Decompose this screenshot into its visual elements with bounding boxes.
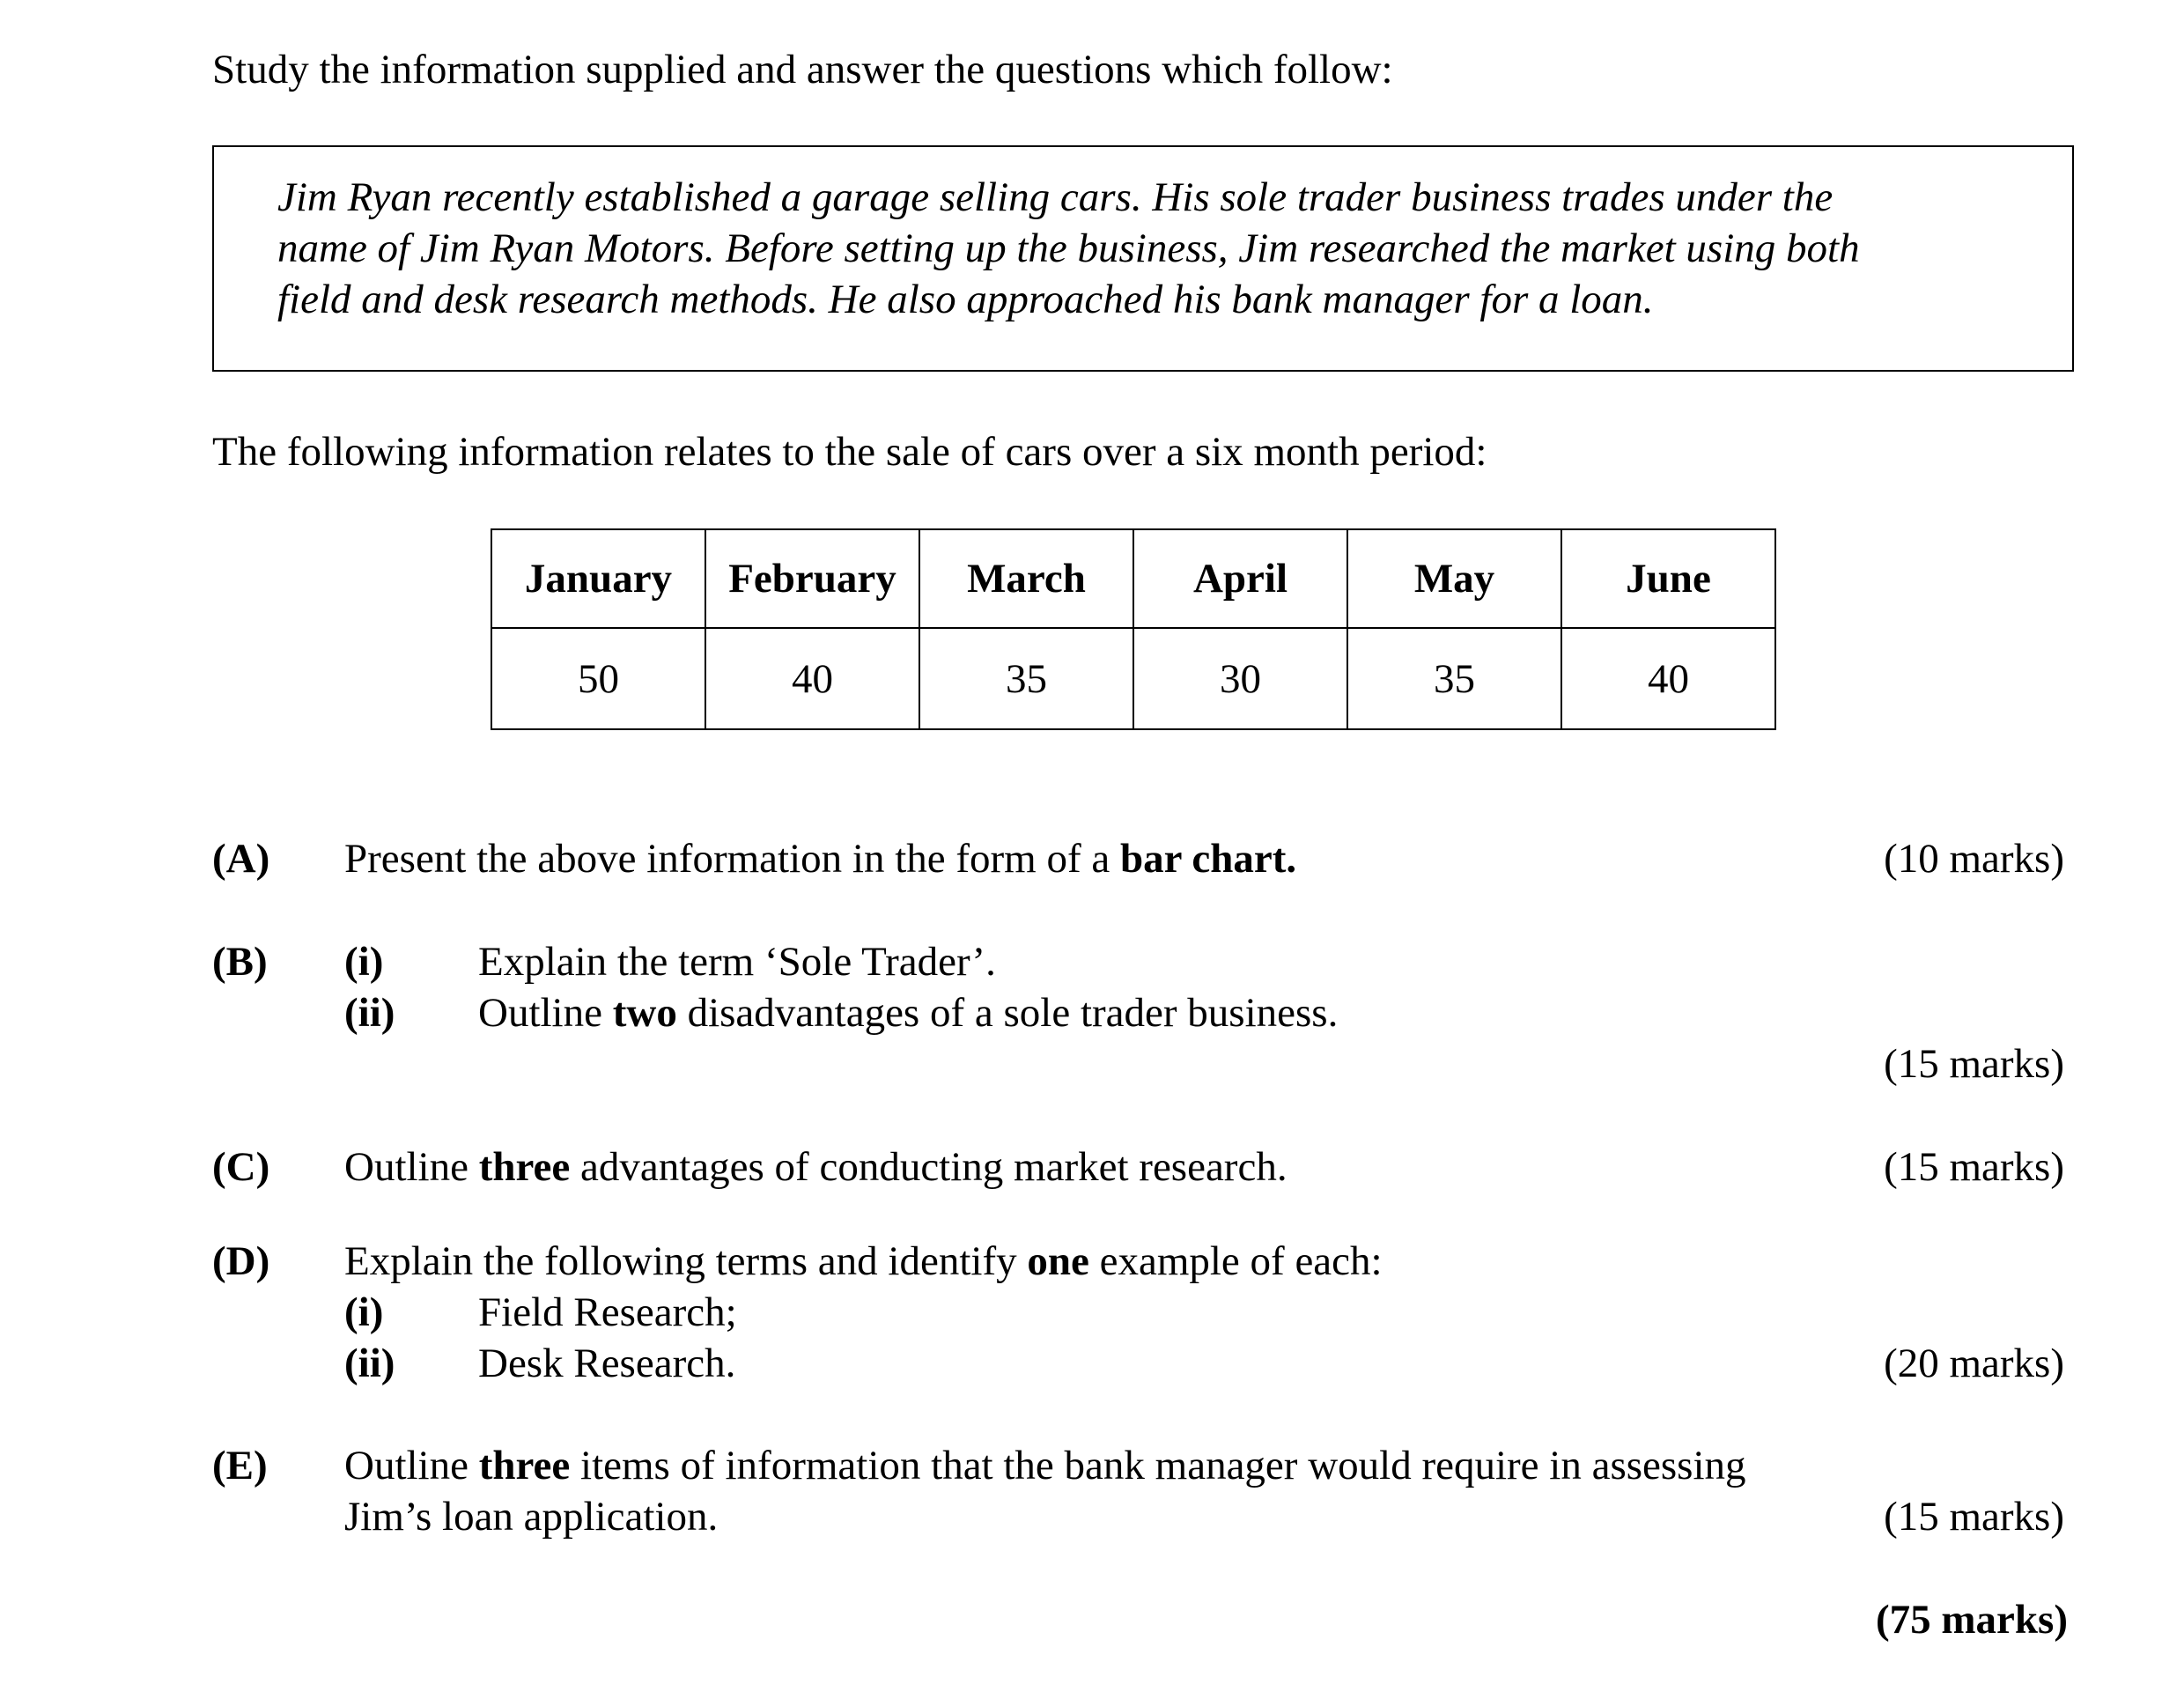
question-a-text (344, 833, 1296, 884)
question-b-ii-bold: two (612, 990, 677, 1036)
question-b-i-text: Explain the term ‘Sole Trader’. (478, 939, 996, 985)
question-e-text (344, 1440, 1746, 1491)
question-c-text-post: advantages of conducting market research. (570, 1144, 1288, 1190)
question-a-label: (A) (212, 836, 270, 882)
question-d-ii-label: (ii) (344, 1341, 395, 1386)
question-c-marks: (15 marks) (1884, 1144, 2064, 1190)
scenario-box (212, 145, 2074, 372)
question-b-ii-text (478, 987, 1338, 1038)
question-b-i-label: (i) (344, 939, 384, 985)
question-e-text-line-2: Jim’s loan application. (344, 1494, 719, 1540)
table-intro-text: The following information relates to the sale of cars over a six month period: (212, 429, 1487, 475)
question-b-ii-post: disadvantages of a sole trader business. (676, 990, 1339, 1036)
table-header-cell: February (705, 529, 919, 628)
table-cell: 40 (1561, 628, 1775, 729)
scenario-line-2: name of Jim Ryan Motors. Before setting up the business, Jim researched the market using both (277, 225, 1860, 271)
question-a-text-pre: Present the above information in the form of a (344, 836, 1120, 882)
table-header-cell: March (919, 529, 1133, 628)
table-cell: 50 (491, 628, 705, 729)
question-e-text-post: items of information that the bank manager would require in assessing (570, 1443, 1746, 1488)
table-row (491, 628, 1775, 729)
question-d-text-pre: Explain the following terms and identify (344, 1238, 1028, 1284)
question-c-text-bold: three (478, 1144, 571, 1190)
question-a-text-bold: bar chart. (1120, 836, 1297, 882)
question-d-marks: (20 marks) (1884, 1341, 2064, 1386)
car-sales-table (491, 528, 1776, 730)
question-d-label: (D) (212, 1238, 270, 1284)
intro-text: Study the information supplied and answer the questions which follow: (212, 47, 1393, 92)
question-d-i-text: Field Research; (478, 1289, 737, 1335)
table-cell: 30 (1133, 628, 1347, 729)
table-header-cell: June (1561, 529, 1775, 628)
question-d-text-post: example of each: (1088, 1238, 1383, 1284)
question-e-label: (E) (212, 1443, 268, 1488)
question-b-label: (B) (212, 939, 268, 985)
question-b-ii-label: (ii) (344, 990, 395, 1036)
table-cell: 35 (919, 628, 1133, 729)
table-header-cell: January (491, 529, 705, 628)
question-e-text-bold: three (478, 1443, 571, 1488)
question-d-text (344, 1236, 1383, 1287)
question-c-text-pre: Outline (344, 1144, 479, 1190)
question-a-marks: (10 marks) (1884, 836, 2064, 882)
question-b-ii-pre: Outline (478, 990, 613, 1036)
question-e-marks: (15 marks) (1884, 1494, 2064, 1540)
question-c-label: (C) (212, 1144, 270, 1190)
table-header-row (491, 529, 1775, 628)
scenario-text (277, 172, 2030, 325)
total-marks: (75 marks) (1876, 1597, 2068, 1643)
table-header-cell: May (1347, 529, 1561, 628)
question-e-text-pre: Outline (344, 1443, 479, 1488)
table-header-cell: April (1133, 529, 1347, 628)
scenario-line-3: field and desk research methods. He also approached his bank manager for a loan. (277, 277, 1654, 322)
question-d-ii-text: Desk Research. (478, 1341, 736, 1386)
table-cell: 35 (1347, 628, 1561, 729)
table-cell: 40 (705, 628, 919, 729)
question-d-text-bold: one (1027, 1238, 1089, 1284)
question-d-i-label: (i) (344, 1289, 384, 1335)
question-c-text (344, 1141, 1288, 1193)
question-b-marks: (15 marks) (1884, 1041, 2064, 1087)
scenario-line-1: Jim Ryan recently established a garage selling cars. His sole trader business trades under the (277, 174, 1834, 220)
